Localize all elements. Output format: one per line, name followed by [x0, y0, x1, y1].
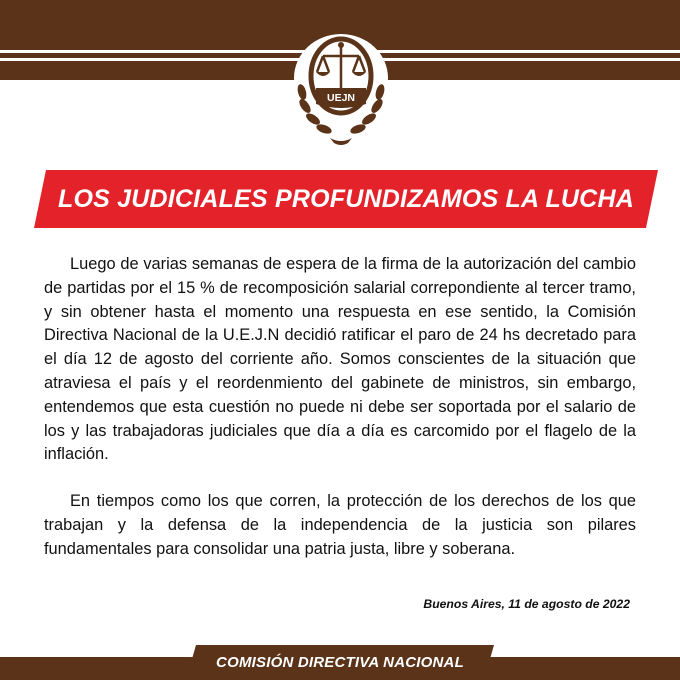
logo-text: UEJN: [326, 92, 356, 104]
footer-tab: [186, 645, 494, 680]
footer-label: COMISIÓN DIRECTIVA NACIONAL: [216, 654, 464, 671]
statement-body: [44, 253, 636, 562]
paragraph: En tiempos como los que corren, la protección de los derechos de los que trabajan y la defensa de la independencia de la justicia son pilares fundamentales para consolidar una patria justa, libre y soberana.: [44, 492, 636, 558]
uejn-logo: [286, 30, 396, 152]
headline-banner: [34, 170, 658, 228]
paragraph: Luego de varias semanas de espera de la firma de la autorización del cambio de partidas por el 15 % de recomposición salarial correpondiente al tercer tramo, y sin obtener hasta el momento una respuesta en ese sentido, la Comisión Directiva Nacional de la U.E.J.N decidió ratificar el paro de 24 hs decretado para el día 12 de agosto del corriente año. Somos conscientes de la situación que atraviesa el país y el reordenmiento del gabinete de ministros, sin embargo, entendemos que esta cuestión no puede ni debe ser soportada por el salario de los y las trabajadoras judiciales que día a día es carcomido por el flagelo de la inflación.: [44, 255, 636, 464]
headline: LOS JUDICIALES PROFUNDIZAMOS LA LUCHA: [58, 184, 634, 213]
place-and-date: Buenos Aires, 11 de agosto de 2022: [423, 597, 630, 611]
